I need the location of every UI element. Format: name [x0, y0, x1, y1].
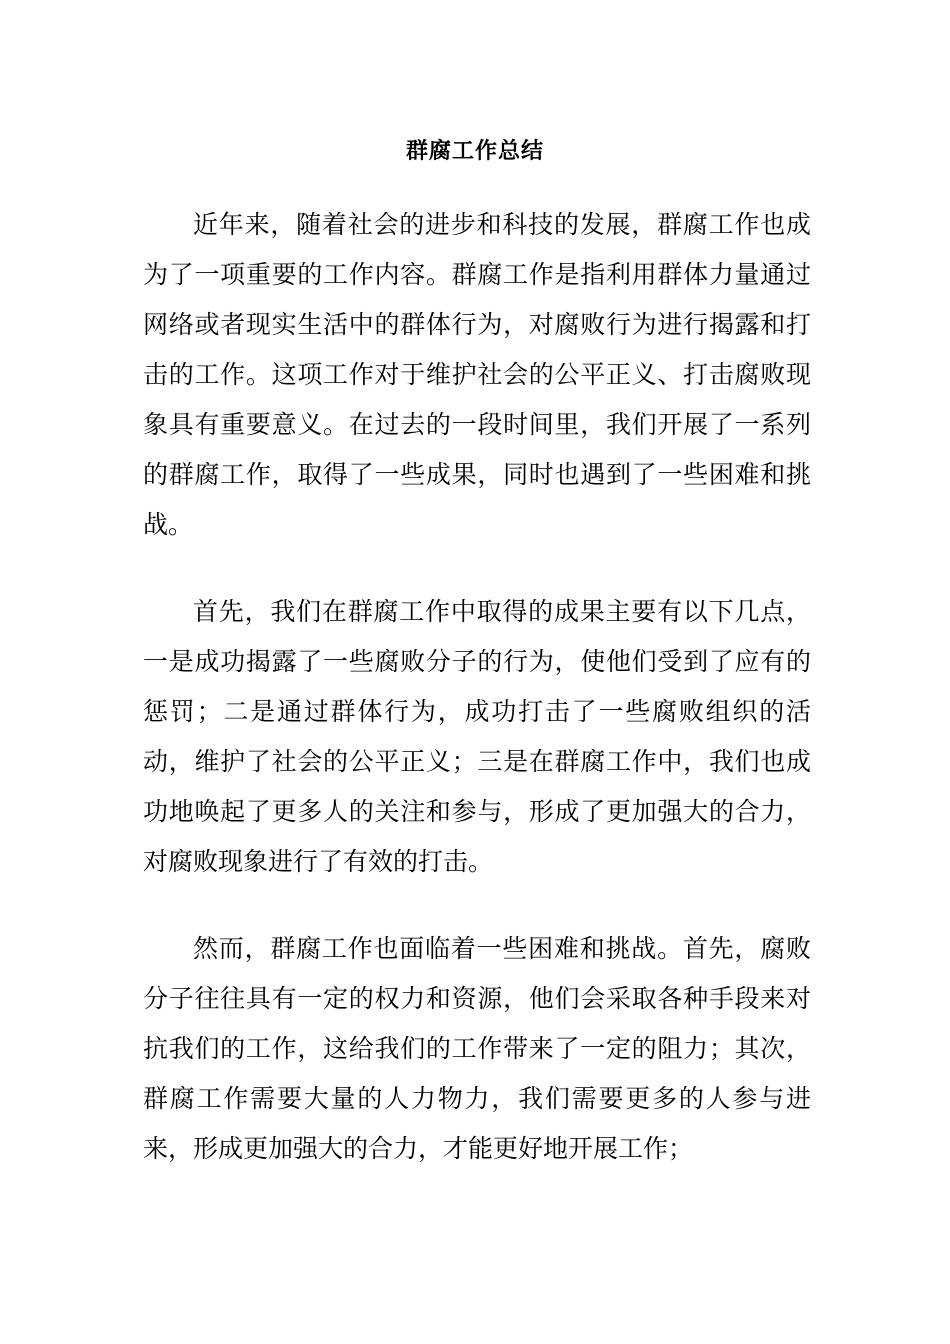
document-title: 群腐工作总结	[405, 139, 544, 164]
paragraph-2: 首先，我们在群腐工作中取得的成果主要有以下几点，一是成功揭露了一些腐败分子的行为，使他们受到了应有的惩罚；二是通过群体行为，成功打击了一些腐败组织的活动，维护了社会的公平正义；三是在群腐工作中，我们也成功地唤起了更多人的关注和参与，形成了更加强大的合力，对腐败现象进行了有效的打击。	[143, 597, 811, 876]
paragraph-3: 然而，群腐工作也面临着一些困难和挑战。首先，腐败分子往往具有一定的权力和资源，他们会采取各种手段来对抗我们的工作，这给我们的工作带来了一定的阻力；其次，群腐工作需要大量的人力物力，我们需要更多的人参与进来，形成更加强大的合力，才能更好地开展工作；	[143, 934, 811, 1163]
paragraph-1: 近年来，随着社会的进步和科技的发展，群腐工作也成为了一项重要的工作内容。群腐工作是指利用群体力量通过网络或者现实生活中的群体行为，对腐败行为进行揭露和打击的工作。这项工作对于维护社会的公平正义、打击腐败现象具有重要意义。在过去的一段时间里，我们开展了一系列的群腐工作，取得了一些成果，同时也遇到了一些困难和挑战。	[143, 210, 811, 539]
document-body	[143, 200, 811, 1211]
